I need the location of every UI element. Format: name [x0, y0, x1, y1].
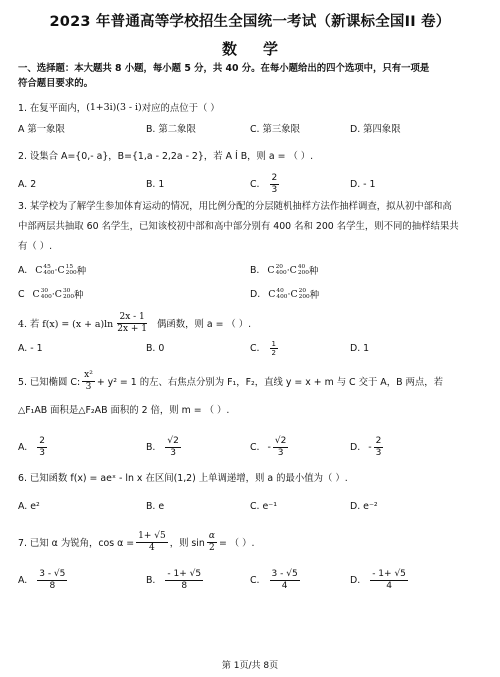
q5-option-d[interactable]: [350, 432, 385, 462]
q5-option-b[interactable]: [146, 432, 183, 462]
q7-cos-den: 4: [149, 542, 155, 553]
q3-option-c-unit: 种: [74, 290, 84, 301]
q5-option-a-den: 3: [39, 447, 45, 458]
q7-option-b-fraction: [165, 569, 203, 592]
q1-option-c[interactable]: C. 第三象限: [250, 124, 301, 135]
q7-suffix: = （ ）.: [218, 538, 255, 549]
exam-title: 2023 年普通高等学校招生全国统一考试（新课标全国II 卷）: [49, 14, 451, 30]
q7-option-b-num: - 1+ √5: [167, 568, 202, 579]
q1-option-d[interactable]: D. 第四象限: [350, 124, 401, 135]
q7-option-d-num: - 1+ √5: [372, 568, 406, 579]
q5-mid: + y² = 1 的左、右焦点分别为 F₁，F₂，直线 y = x + m 与 C 交于 A，B 两点，若: [96, 377, 444, 388]
q7-option-a-num: 3 - √5: [39, 568, 66, 579]
q4-num: 2x - 1: [119, 311, 145, 322]
q1-option-b[interactable]: B. 第二象限: [146, 124, 196, 135]
q4-option-c-den: 2: [271, 348, 276, 357]
q5-option-c-label: C.: [250, 441, 260, 453]
q5-option-d-label: D.: [350, 441, 361, 453]
q5-option-a-fraction: [37, 436, 47, 459]
question-6: 6. 已知函数 f(x) = aeˣ - ln x 在区间(1,2) 上单调递增，则 a 的最小值为（ ）.: [18, 473, 348, 484]
q3-option-b-unit: 种: [308, 266, 319, 277]
q2-option-c-num: 2: [271, 172, 278, 183]
subject-heading: 数学: [221, 40, 304, 58]
q7-cos-num: 1+ √5: [138, 530, 166, 541]
q5-option-c-minus: -: [267, 441, 271, 453]
q5-option-a-num: 2: [39, 435, 45, 446]
q7-option-c-num: 3 - √5: [271, 568, 298, 579]
q5-option-b-den: 3: [170, 447, 177, 458]
q3-option-b-label: B.: [250, 264, 260, 276]
combination-c-400-45: C 45 400: [35, 264, 55, 276]
q2-option-c-fraction: [270, 173, 280, 196]
q5-option-c-fraction: [273, 436, 288, 459]
q4-option-c[interactable]: [250, 334, 280, 362]
question-5-line2: △F₁AB 面积是△F₂AB 面积的 2 倍，则 m = （ ）.: [18, 405, 230, 416]
q5-prefix: 5. 已知椭圆 C:: [18, 377, 81, 388]
q7-sin-den: 2: [209, 542, 215, 553]
combination-c-400-40: C 40 400: [268, 288, 288, 300]
q7-sin-fraction: [207, 531, 217, 554]
q3-option-a-unit: 种: [76, 266, 87, 277]
q5-option-d-den: 3: [375, 447, 382, 458]
q6-options: [18, 492, 486, 520]
q1-suffix: 对应的点位于（ ）: [141, 103, 220, 114]
page-footer: 第 1页/共 8页: [221, 661, 279, 671]
q7-option-c-label: C.: [250, 574, 260, 586]
q4-fraction: [115, 312, 149, 335]
question-3-line2: 中部两层共抽取 60 名学生，已知该校初中部和高中部分别有 400 名和 200 名学生，则不同的抽样结果共: [18, 221, 459, 232]
question-2: 2. 设集合 A={0,- a}，B={1,a - 2,2a - 2}，若 A Í B，则 a = （ ）.: [18, 151, 314, 162]
q4-option-b[interactable]: B. 0: [146, 342, 165, 354]
q6-option-a[interactable]: A. e²: [18, 500, 40, 512]
q3-option-d[interactable]: [250, 280, 319, 308]
q3-option-d-label: D.: [250, 288, 261, 300]
q6-option-c[interactable]: C. e⁻¹: [250, 500, 277, 512]
q1-expression: (1+3i)(3 - i): [86, 101, 142, 113]
q2-option-d[interactable]: D. - 1: [350, 178, 376, 190]
question-3-line1: 3. 某学校为了解学生参加体育运动的情况，用比例分配的分层随机抽样方法作抽样调查，拟从初中部和高: [18, 201, 452, 212]
q1-options: [18, 114, 486, 142]
q7-option-a-den: 8: [49, 580, 56, 591]
q7-option-c-fraction: [270, 569, 300, 592]
q7-option-b[interactable]: [146, 565, 205, 595]
q6-option-d[interactable]: D. e⁻²: [350, 500, 378, 512]
combination-c-200-15: ·C 15 200: [54, 264, 77, 276]
q2-option-c-den: 3: [271, 184, 278, 195]
q2-option-c-label: C.: [250, 178, 260, 190]
q7-option-a-fraction: [37, 569, 67, 592]
question-3-line3: 有（ ）.: [18, 241, 53, 252]
q1-option-a[interactable]: A 第一象限: [18, 124, 65, 135]
q3-option-c[interactable]: [18, 280, 83, 308]
q4-option-c-fraction: [270, 340, 278, 357]
q5-option-c-num: √2: [274, 435, 287, 446]
q4-suffix: 偶函数，则 a = （ ）.: [157, 319, 252, 330]
q2-option-b[interactable]: B. 1: [146, 178, 165, 190]
q7-option-a-label: A.: [18, 574, 28, 586]
combination-c-200-20: ·C 20 200: [287, 288, 310, 300]
q2-option-a[interactable]: A. 2: [18, 178, 37, 190]
q7-option-d[interactable]: [350, 565, 410, 595]
q7-option-c-den: 4: [281, 580, 288, 591]
q3-option-a-label: A.: [18, 264, 28, 276]
q5-option-b-num: √2: [167, 435, 179, 446]
q7-mid: ，则 sin: [169, 538, 205, 549]
q2-option-c[interactable]: [250, 170, 281, 198]
q3-option-c-label: C: [18, 288, 25, 300]
q5-option-d-minus: -: [368, 441, 372, 453]
section-instructions-line1: 一、选择题：本大题共 8 小题，每小题 5 分，共 40 分。在每小题给出的四个选项中，只有一项是: [18, 63, 430, 74]
q5-option-a[interactable]: [18, 432, 49, 462]
q5-option-b-label: B.: [146, 441, 156, 453]
q4-options: [18, 334, 486, 362]
q3-option-d-unit: 种: [309, 290, 320, 301]
q5-x2: x²: [84, 369, 93, 380]
q4-prefix: 4. 若 f(x) = (x + a)ln: [18, 319, 114, 330]
combination-c-400-20: C 20 400: [267, 264, 287, 276]
question-1: [18, 100, 220, 114]
q4-option-c-num: 1: [271, 339, 276, 348]
q7-option-d-label: D.: [350, 574, 361, 586]
q7-options: [18, 565, 486, 595]
combination-c-200-40: ·C 40 200: [286, 264, 309, 276]
q5-option-c-den: 3: [277, 447, 284, 458]
q5-option-a-label: A.: [18, 441, 28, 453]
question-5-line1: [18, 366, 443, 396]
q7-option-a[interactable]: [18, 565, 69, 595]
q1-prefix: 1. 在复平面内，: [18, 103, 87, 114]
q4-option-a[interactable]: A. - 1: [18, 342, 43, 354]
q5-option-b-fraction: [165, 436, 180, 459]
q5-fraction: [82, 370, 95, 393]
q6-option-b[interactable]: B. e: [146, 500, 165, 512]
combination-c-400-30: C 30 400: [32, 288, 52, 300]
q7-option-b-label: B.: [146, 574, 156, 586]
q7-cos-fraction: [136, 531, 168, 554]
q7-option-d-fraction: [370, 569, 408, 592]
q2-options: [18, 170, 486, 198]
q5-option-d-num: 2: [375, 435, 382, 446]
q4-option-c-label: C.: [250, 342, 260, 354]
q5-options: [18, 432, 486, 462]
q7-sin-num: α: [208, 530, 215, 541]
q7-prefix: 7. 已知 α 为锐角，cos α =: [18, 538, 135, 549]
q5-option-c[interactable]: [250, 432, 290, 462]
q4-option-d[interactable]: D. 1: [350, 342, 370, 354]
question-7: [18, 527, 254, 557]
q3-options-row2: [18, 280, 486, 308]
q5-option-d-fraction: [374, 436, 384, 459]
section-instructions-line2: 符合题目要求的。: [18, 78, 94, 89]
q7-option-b-den: 8: [181, 580, 188, 591]
combination-c-200-30: ·C 30 200: [51, 288, 75, 300]
q4-den: 2x + 1: [117, 323, 148, 334]
q7-option-c[interactable]: [250, 565, 302, 595]
q5-three: 3: [85, 381, 92, 392]
q7-option-d-den: 4: [386, 580, 392, 591]
